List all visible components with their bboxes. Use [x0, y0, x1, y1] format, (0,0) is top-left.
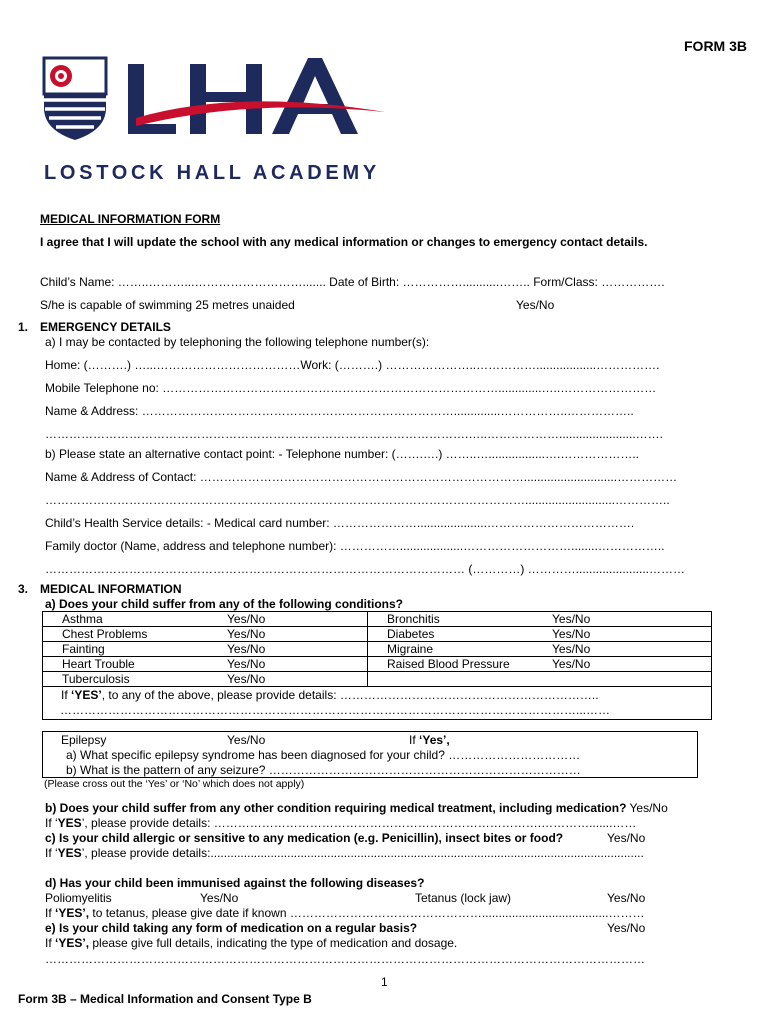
allergy-if-prefix: If ‘: [45, 846, 58, 860]
family-doctor-continuation[interactable]: …………………………………………………………………………………………… (…………) …………......................………: [45, 562, 686, 576]
immunisation-question: d) Has your child been immunised against the following diseases?: [45, 876, 425, 890]
epilepsy-syndrome-field[interactable]: a) What specific epilepsy syndrome has been diagnosed for your child? ……………………………: [66, 748, 581, 762]
form-title: MEDICAL INFORMATION FORM: [40, 212, 221, 226]
tetanus-if-prefix: If: [45, 906, 56, 920]
condition-cell: [43, 612, 368, 627]
allergy-question: c) Is your child allergic or sensitive to any medication (e.g. Penicillin), insect bites or food?: [45, 831, 564, 845]
condition-cell: [368, 672, 712, 687]
form-code: FORM 3B: [684, 38, 747, 54]
table-row: [43, 687, 712, 720]
epilepsy-if-prefix: If: [409, 733, 420, 747]
mobile-phone-field[interactable]: Mobile Telephone no: ………………………………………………………………………….............…..……………………: [45, 381, 657, 395]
condition-cell: [368, 627, 712, 642]
polio-yes-no[interactable]: Yes/No: [200, 891, 239, 905]
condition-yes-no[interactable]: Yes/No: [227, 642, 266, 656]
conditions-details-continuation[interactable]: …………………………………………………………………………………………………………………...……: [60, 703, 611, 717]
table-row: [43, 627, 712, 642]
address-continuation-field[interactable]: …………………………………………………………………………………………….…..……………….......................…….: [45, 427, 664, 441]
epilepsy-box: [42, 731, 698, 778]
alternative-contact-continuation[interactable]: …………………………………………………………………………………………………………...........................…………..: [45, 493, 670, 507]
condition-yes-no[interactable]: Yes/No: [552, 657, 591, 671]
condition-name: Heart Trouble: [62, 657, 135, 671]
epilepsy-if-yes: ‘Yes’,: [419, 733, 450, 747]
home-work-phone-field[interactable]: Home: (……….) …...………………………………Work: (……….) …………………..……………..................…………….: [45, 358, 660, 372]
allergy-yes-no[interactable]: Yes/No: [607, 831, 646, 845]
alternative-contact-name-field[interactable]: Name & Address of Contact: ………………………………………………………………………............................……………: [45, 470, 678, 484]
condition-yes-no[interactable]: Yes/No: [227, 657, 266, 671]
condition-yes-no[interactable]: Yes/No: [552, 642, 591, 656]
other-condition-question: b) Does your child suffer from any other condition requiring medical treatment, including medication?: [45, 801, 627, 815]
condition-yes-no[interactable]: Yes/No: [552, 627, 591, 641]
medication-details-field[interactable]: ……………………………………………………………………………………………………………………………………: [45, 952, 645, 966]
alternative-contact-phone-field[interactable]: b) Please state an alternative contact point: - Telephone number: (…….….) ……..….................….………………..: [45, 447, 639, 461]
epilepsy-label: Epilepsy: [61, 733, 107, 747]
swimming-question: S/he is capable of swimming 25 metres unaided: [40, 298, 295, 312]
table-row: [43, 657, 712, 672]
tetanus-date-field[interactable]: to tetanus, please give date if known …………………………………………......................................………: [89, 906, 645, 920]
school-name: LOSTOCK HALL ACADEMY: [44, 162, 380, 184]
condition-name: Raised Blood Pressure: [387, 657, 510, 671]
condition-yes-no[interactable]: Yes/No: [552, 612, 591, 626]
table-row: [43, 672, 712, 687]
tetanus-if-yes: ‘YES’,: [55, 906, 90, 920]
page-number: 1: [381, 975, 388, 989]
name-address-field[interactable]: Name & Address: ……………………………………………………………………..............……………..……………..: [45, 404, 634, 418]
medication-if-prefix: If: [45, 936, 56, 950]
family-doctor-field[interactable]: Family doctor (Name, address and telephone number): ……………...................………………………........……………..: [45, 539, 665, 553]
section-1-number: 1.: [18, 320, 29, 334]
tetanus-label: Tetanus (lock jaw): [415, 891, 512, 905]
section-1-title: EMERGENCY DETAILS: [40, 320, 171, 334]
condition-name: Fainting: [62, 642, 105, 656]
other-if-yes: YES: [57, 816, 82, 830]
condition-name: Diabetes: [387, 627, 435, 641]
regular-medication-question: e) Is your child taking any form of medication on a regular basis?: [45, 921, 418, 935]
footer-title: Form 3B – Medical Information and Consent Type B: [18, 992, 312, 1006]
polio-label: Poliomyelitis: [45, 891, 112, 905]
condition-cell: [43, 642, 368, 657]
condition-yes-no[interactable]: Yes/No: [227, 627, 266, 641]
contact-telephone-instruction: a) I may be contacted by telephoning the following telephone number(s):: [45, 335, 430, 349]
condition-yes-no[interactable]: Yes/No: [227, 672, 266, 686]
condition-cell: [43, 627, 368, 642]
conditions-details-field[interactable]: , to any of the above, please provide details: ………………………………………………………..: [101, 688, 599, 702]
condition-cell: [43, 672, 368, 687]
condition-yes-no[interactable]: Yes/No: [227, 612, 266, 626]
medical-card-number-field[interactable]: Child’s Health Service details: - Medical card number: ………………….....................……………………………….: [45, 516, 635, 530]
condition-cell: [368, 657, 712, 672]
medication-instruction: please give full details, indicating the type of medication and dosage.: [89, 936, 458, 950]
medication-if-yes: ‘YES’,: [55, 936, 90, 950]
epilepsy-yes-no[interactable]: Yes/No: [227, 733, 266, 747]
other-if-prefix: If ‘: [45, 816, 58, 830]
seizure-pattern-field[interactable]: b) What is the pattern of any seizure? ……………………………………………………………………: [66, 763, 581, 777]
condition-name: Asthma: [62, 612, 103, 626]
other-condition-yes-no[interactable]: Yes/No: [626, 801, 668, 815]
condition-cell: [368, 642, 712, 657]
cross-out-note: (Please cross out the ‘Yes’ or ‘No’ which does not apply): [44, 778, 305, 790]
section-3-number: 3.: [18, 582, 29, 596]
table-row: [43, 612, 712, 627]
conditions-table: [42, 611, 712, 720]
swimming-yes-no[interactable]: Yes/No: [516, 298, 555, 312]
other-condition-details-field[interactable]: ’, please provide details: ……………………………………………………………………….………….......……: [81, 816, 637, 830]
allergy-details-field[interactable]: ’, please provide details:..................................................................................................................................: [81, 846, 644, 860]
condition-cell: [368, 612, 712, 627]
condition-cell: [43, 657, 368, 672]
regular-medication-yes-no[interactable]: Yes/No: [607, 921, 646, 935]
lha-logo-graphic: [40, 54, 390, 159]
condition-name: Tuberculosis: [62, 672, 130, 686]
conditions-question: a) Does your child suffer from any of the following conditions?: [45, 597, 404, 611]
tetanus-yes-no[interactable]: Yes/No: [607, 891, 646, 905]
conditions-details-cell[interactable]: [43, 687, 712, 720]
if-prefix: If: [61, 688, 72, 702]
allergy-if-yes: YES: [57, 846, 82, 860]
agreement-statement: I agree that I will update the school with any medical information or changes to emergency contact details.: [40, 235, 648, 249]
if-yes-emphasis: ‘YES’: [71, 688, 102, 702]
table-row: [43, 642, 712, 657]
section-3-title: MEDICAL INFORMATION: [40, 582, 182, 596]
child-details-line[interactable]: Child’s Name: ……..………...………………………....... Date of Birth: ……………...........…….. Form/Class: …………….: [40, 275, 665, 289]
condition-name: Chest Problems: [62, 627, 148, 641]
condition-name: Migraine: [387, 642, 434, 656]
condition-name: Bronchitis: [387, 612, 440, 626]
